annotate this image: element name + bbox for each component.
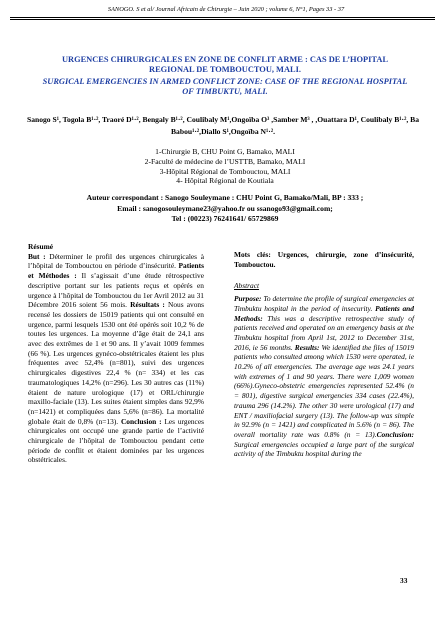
abs-pm-label: Patients and Methods: bbox=[234, 303, 414, 323]
affiliation-2: 2-Faculté de médecine de l’USTTB, Bamako, MALI bbox=[144, 156, 306, 166]
res-text: Nous avons recensé les dossiers de 15019 patients qui ont consulté en urgence, parmi lesquels 1530 ont été opérés soit 10,2 % de toutes les urgences. La moyenne d’âge était de 24,1 ans avec des extrêmes de 1 et 90 ans. Il y’avait 1009 femmes (66 %). Les urgences gynéco-obstétricales étaient les plus fréquentes avec 52,4% (n=801), suivi des urgences chirurgicales digestives 22,4 % (n= 334) et les cas traumatologiques 14,2% (n=296). Les 30 autres cas (11%) étaient de nature urologique (17) et ORL/chirurgie maxillo-faciale (13). Les suites étaient simples dans 92,9% (n=1421) et compliquées dans 5,6% (n=86). La mortalité globale était de 0,8% (n=13). bbox=[28, 300, 204, 426]
resume-heading: Résumé bbox=[28, 242, 54, 251]
concl-text: Les urgences chirurgicales ont occupé une grande partie de l’activité chirurgicale de l’hôpital de Tombouctou pendant cette période de conflit et étaient dominées par les urgences obstétricales. bbox=[28, 416, 204, 465]
title-english: SURGICAL EMERGENCIES IN ARMED CONFLICT ZONE: CASE OF THE REGIONAL HOSPITAL OF TIMBUKTU, MALI. bbox=[42, 77, 408, 96]
page-number: 33 bbox=[400, 576, 408, 585]
affiliation-3: 3-Hôpital Régional de Tombouctou, MALI bbox=[159, 166, 291, 176]
journal-header: SANOGO. S et al/ Journal Africain de Chirurgie – Juin 2020 ; volume 6, N°1, Pages 33 - 37 bbox=[107, 6, 345, 13]
purpose-label: Purpose: bbox=[234, 294, 262, 304]
abstract-column bbox=[234, 250, 414, 459]
correspondence-author: Auteur correspondant : Sanogo Souleymane : CHU Point G, Bamako/Mali, BP : 333 ; bbox=[86, 193, 364, 202]
abs-concl-label: Conclusion: bbox=[376, 429, 414, 439]
pm-text: Il s’agissait d’une étude rétrospective descriptive portant sur les patients reçus et opérés en urgence à l’hôpital de Tombouctou du 1er Avril 2012 au 31 Décembre 2016 soient 56 mois. bbox=[28, 271, 204, 310]
pm-label: Patients et Méthodes : bbox=[28, 261, 204, 281]
resume-column bbox=[28, 242, 204, 465]
keywords-fr: Mots clés: Urgences, chirurgie, zone d’insécurité, Tombouctou. bbox=[234, 250, 414, 269]
header-rule-top bbox=[10, 17, 435, 18]
title-french: URGENCES CHIRURGICALES EN ZONE DE CONFLIT ARME : CAS DE L’HOPITAL REGIONAL DE TOMBOUCTOU, MALI. bbox=[61, 55, 389, 74]
abs-res-text: We identified the files of 15019 patients who consulted among which 1530 were operated, ie 10.2% of all emergencies. The average age was 24.1 years with extremes of 1 and 90 years. There were 1,009 women (66%).Gyneco-obstetric emergencies represented 52.4% (n = 801), digestive surgical emergencies 334 cases (22.4%), trauma 296 (14.2%). The other 30 were urological (17) and ENT / maxiliofacial surgery (13). The follow-up was simple in 92.9% (n = 1421) and complicated in 5.6% (n = 86). The overall mortality rate was 0.8% (n = 13). bbox=[234, 342, 414, 439]
but-label: But : bbox=[28, 251, 46, 261]
resume-body bbox=[28, 252, 204, 465]
but-text: Déterminer le profil des urgences chirurgicales à l’hôpital de Tombouctou en période d’insécurité. bbox=[28, 251, 205, 271]
concl-label: Conclusion : bbox=[118, 416, 162, 426]
abstract-body bbox=[234, 294, 414, 459]
affiliation-4: 4- Hôpital Régional de Koutiala bbox=[176, 176, 274, 186]
header-rule-bottom bbox=[10, 19, 435, 20]
affiliations bbox=[60, 147, 390, 186]
abs-pm-text: This was a descriptive retrospective study of patients received and operated on an emergency basis at the Timbuktu hospital from April 1st, 2012 to December 31st, 2016, ie 56 months. bbox=[234, 313, 414, 352]
res-label: Résultats : bbox=[126, 300, 165, 310]
correspondence bbox=[40, 193, 410, 225]
purpose-text: To determine the profile of surgical emergencies at Timbuktu hospital in the period of insecurity. bbox=[234, 294, 414, 313]
correspondence-email: Email : sanogosouleymane23@yahoo.fr ou ssanogo93@gmail.com; bbox=[117, 203, 333, 213]
abstract-heading: Abstract bbox=[234, 281, 260, 291]
author-list: Sanogo S¹, Togola B¹·², Traoré D¹·², Bengaly B¹·², Coulibaly M¹,Ongoïba O³ ,Samber M³ , ,Ouattara D¹, Coulibaly B¹·², Ba Babou¹·²,Diallo S¹,Ongoïba N¹·². bbox=[26, 115, 420, 136]
correspondence-tel: Tel : (00223) 76241641/ 65729869 bbox=[171, 214, 279, 223]
abs-concl-text: Surgical emergencies occupied a large part of the surgical activity of the Timbuktu hospital during the bbox=[234, 439, 414, 459]
abs-res-label: Results: bbox=[292, 342, 320, 352]
affiliation-1: 1-Chirurgie B, CHU Point G, Bamako, MALI bbox=[155, 147, 295, 156]
